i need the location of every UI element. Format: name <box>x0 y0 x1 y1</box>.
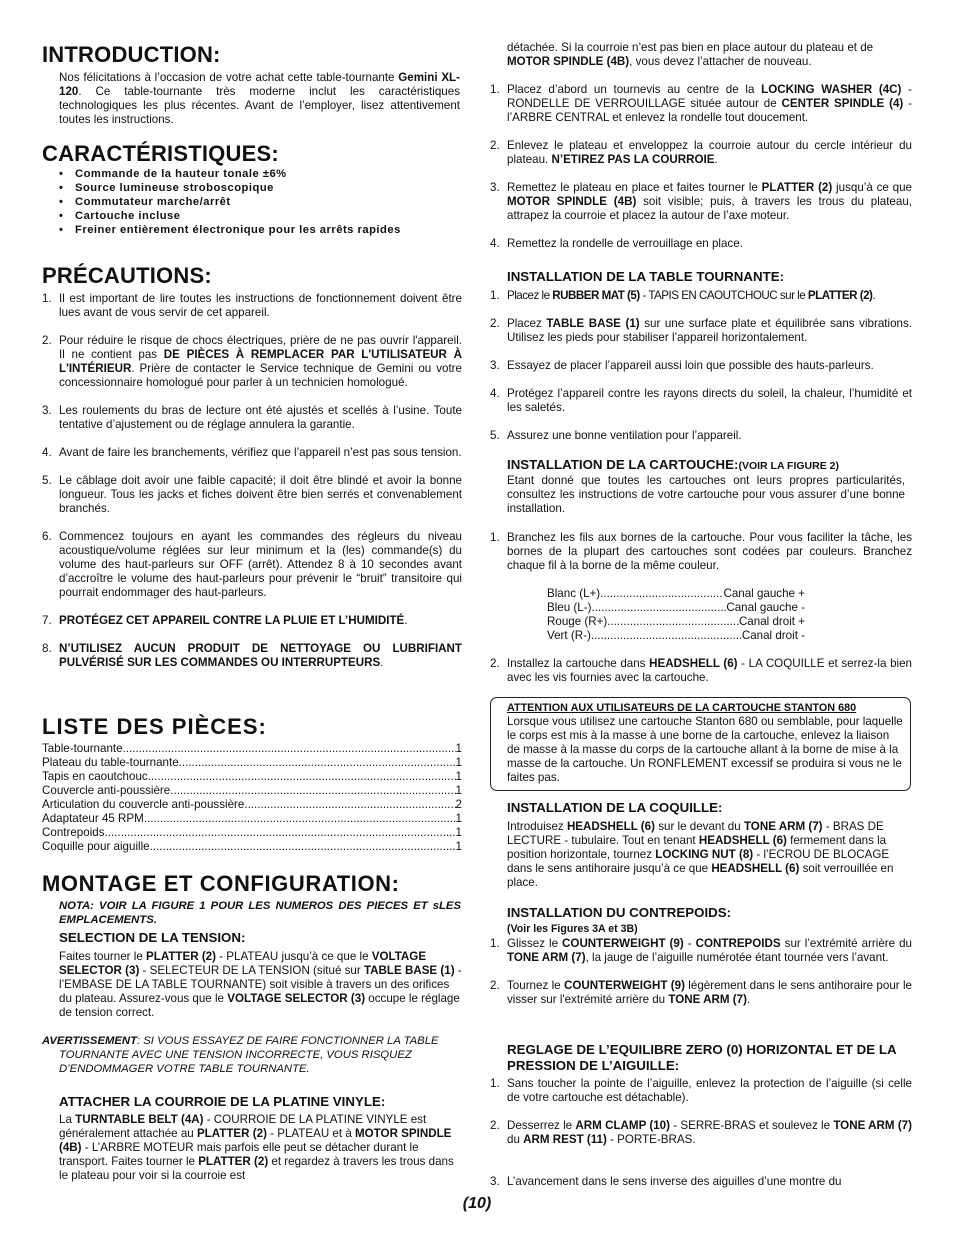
numbered-item <box>490 937 912 965</box>
item-number: 7. <box>42 614 52 627</box>
warning-paragraph <box>42 1034 467 1076</box>
wire-row <box>547 587 805 601</box>
numbered-item <box>42 334 462 390</box>
item-number: 2. <box>42 334 52 347</box>
numbered-item <box>490 1175 912 1189</box>
page-number: (10) <box>462 1195 492 1212</box>
part-row <box>42 812 462 826</box>
item-text: Glissez le COUNTERWEIGHT (9) - CONTREPOIDS sur l’extrémité arrière du TONE ARM (7), la jauge de l’aiguille numérotée étant tournée vers l’avant. <box>507 937 913 964</box>
install-title: INSTALLATION DE LA TABLE TOURNANTE: <box>507 269 784 284</box>
part-row-label: Couvercle anti-poussière <box>42 784 171 797</box>
item-number: 2. <box>490 317 500 330</box>
part-row <box>42 784 462 798</box>
item-text: Avant de faire les branchements, vérifiez que l’appareil n’est pas sous tension. <box>59 446 462 459</box>
feature-item: • Source lumineuse stroboscopique <box>59 181 469 195</box>
setup-note: NOTA: VOIR LA FIGURE 1 POUR LES NUMEROS DES PIECES ET sLES EMPLACEMENTS. <box>59 900 461 926</box>
feature-item: • Commande de la hauteur tonale ±6% <box>59 167 469 181</box>
part-row <box>42 798 462 812</box>
wire-row-value: Canal droit + <box>738 615 805 628</box>
wire-row-label: Vert (R-) <box>547 629 591 642</box>
feature-item: • Cartouche incluse <box>59 209 469 223</box>
counterweight-title: INSTALLATION DU CONTREPOIDS: <box>507 905 732 920</box>
parts-title: LISTE DES PIÈCES: <box>42 714 267 739</box>
counterweight-steps <box>490 937 912 1007</box>
leader-dots <box>123 742 456 756</box>
leader-dots <box>148 770 456 784</box>
wire-row-label: Bleu (L-) <box>547 601 592 614</box>
cart-title-text: INSTALLATION DE LA CARTOUCHE: <box>507 457 739 472</box>
numbered-item <box>490 83 912 125</box>
coquille-title: INSTALLATION DE LA COQUILLE: <box>507 800 723 815</box>
item-text: Assurez une bonne ventilation pour l’appareil. <box>507 429 742 442</box>
wire-row-value: Canal gauche - <box>726 601 805 614</box>
item-number: 3. <box>490 1175 500 1188</box>
numbered-item <box>490 359 912 373</box>
belt-paragraph: La TURNTABLE BELT (4A) - COURROIE DE LA PLATINE VINYLE est généralement attachée au PLATTER (2) - PLATEAU et à MOTOR SPINDLE (4B) - L’ARBRE MOTEUR mais parfois elle peut se détacher durant le transport. Faites tourner le PLATTER (2) et regardez à travers les trous dans le plateau pour voir si la courroie est <box>59 1113 454 1182</box>
item-text: Tournez le COUNTERWEIGHT (9) légèrement dans le sens antihoraire pour le visser sur l'extrémité arrière du TONE ARM (7). <box>507 979 912 1006</box>
part-row <box>42 742 462 756</box>
item-text: Le câblage doit avoir une faible capacité; il doit être blindé et avoir la bonne longueur. Tous les jacks et fiches doivent être bien serrés et convenablement branchés. <box>59 474 462 515</box>
item-text: Remettez le plateau en place et faites tourner le PLATTER (2) jusqu’à ce que MOTOR SPINDLE (4B) soit visible; puis, à travers les trous du plateau, attrapez la courroie et placez la autour de l’axe moteur. <box>507 181 913 222</box>
part-row-label: Plateau du table-tournante <box>42 756 179 769</box>
stanton-warning-text: Lorsque vous utilisez une cartouche Stanton 680 ou semblable, pour laquelle le corps est mis à la masse à une borne de la cartouche, enlevez la liaison de masse à la masse du corps de la cartouche allant à la borne de mise à la masse de la cartouche. Un RONFLEMENT excessif se produira si vous ne le faites pas. <box>507 715 903 784</box>
item-number: 4. <box>490 387 500 400</box>
part-row-value: 1 <box>455 756 462 769</box>
item-number: 1. <box>490 531 500 544</box>
precautions-list <box>42 292 462 670</box>
part-row-value: 2 <box>455 798 462 811</box>
setup-title: MONTAGE ET CONFIGURATION: <box>42 871 400 896</box>
parts-list <box>42 742 462 854</box>
wire-row-label: Blanc (L+) <box>547 587 601 600</box>
part-row-value: 1 <box>455 784 462 797</box>
item-number: 1. <box>490 289 500 302</box>
numbered-item <box>490 531 912 573</box>
features-list <box>59 167 469 237</box>
intro-paragraph: Nos félicitations à l’occasion de votre achat cette table-tournante Gemini XL-120. Ce table-tournante très moderne inclut les caractéristiques technologiques les plus récentes. Avant de l’employer, lisez attentivement toutes les instructions. <box>59 71 460 126</box>
leader-dots <box>591 601 726 615</box>
part-row-label: Table-tournante <box>42 742 123 755</box>
belt-title: ATTACHER LA COURROIE DE LA PLATINE VINYLE: <box>59 1094 386 1109</box>
install-steps <box>490 289 912 443</box>
item-number: 1. <box>490 1077 500 1090</box>
part-row-label: Contrepoids <box>42 826 105 839</box>
numbered-item <box>490 429 912 443</box>
item-text: Enlevez le plateau et enveloppez la courroie autour du cercle intérieur du plateau. N’ETIREZ PAS LA COURROIE. <box>507 139 912 166</box>
precautions-title: PRÉCAUTIONS: <box>42 263 212 288</box>
item-text: Protégez l’appareil contre les rayons directs du soleil, la chaleur, l’humidité et les saletés. <box>507 387 912 414</box>
wire-row <box>547 615 805 629</box>
numbered-item <box>42 530 462 600</box>
leader-dots <box>591 629 742 643</box>
numbered-item <box>42 474 462 516</box>
numbered-item <box>490 139 912 167</box>
leader-dots <box>600 587 723 601</box>
part-row-label: Tapis en caoutchouc <box>42 770 148 783</box>
part-row <box>42 826 462 840</box>
item-text: Placez d’abord un tournevis au centre de la LOCKING WASHER (4C) - RONDELLE DE VERROUILLAGE située autour de CENTER SPINDLE (4) - l’ARBRE CENTRAL et enlevez la rondelle tout doucement. <box>507 83 912 124</box>
cart-title <box>507 457 839 474</box>
wire-row-value: Canal gauche + <box>723 587 805 600</box>
item-text: Sans toucher la pointe de l’aiguille, enlevez la protection de l’aiguille (si celle de votre cartouche est détachable). <box>507 1077 912 1104</box>
numbered-item <box>42 446 462 460</box>
item-number: 2. <box>490 1119 500 1132</box>
item-text: Il est important de lire toutes les instructions de fonctionnement doivent être lues avant de vous servir de cet appareil. <box>59 292 462 319</box>
part-row-label: Coquille pour aiguille <box>42 840 150 853</box>
item-text: Les roulements du bras de lecture ont été ajustés et scellés à l’usine. Toute tentative d’ajustement ou de réglage annulera la garantie. <box>59 404 462 431</box>
item-text: N’UTILISEZ AUCUN PRODUIT DE NETTOYAGE OU LUBRIFIANT PULVÉRISÉ SUR LES COMMANDES OU INTERRUPTEURS. <box>59 642 462 669</box>
belt-steps <box>490 83 912 251</box>
stanton-warning-title: ATTENTION AUX UTILISATEURS DE LA CARTOUCHE STANTON 680 <box>507 702 857 714</box>
numbered-item <box>490 237 912 251</box>
item-text: Desserrez le ARM CLAMP (10) - SERRE-BRAS et soulevez le TONE ARM (7) du ARM REST (11) - PORTE-BRAS. <box>507 1119 912 1146</box>
coquille-paragraph: Introduisez HEADSHELL (6) sur le devant du TONE ARM (7) - BRAS DE LECTURE - tubulaire. Tout en tenant HEADSHELL (6) fermement dans la position horizontale, tournez LOCKING NUT (8) - l’ECROU DE BLOCAGE dans le sens antihoraire jusqu’à ce que HEADSHELL (6) soit verrouillée en place. <box>507 820 894 889</box>
wire-row <box>547 601 805 615</box>
numbered-item <box>42 404 462 432</box>
item-number: 2. <box>490 657 500 670</box>
numbered-item <box>490 1077 912 1105</box>
part-row-value: 1 <box>455 840 462 853</box>
part-row-value: 1 <box>455 742 462 755</box>
wire-row <box>547 629 805 643</box>
part-row <box>42 840 462 854</box>
tension-title: SELECTION DE LA TENSION: <box>59 930 246 945</box>
item-number: 2. <box>490 979 500 992</box>
leader-dots <box>144 812 456 826</box>
leader-dots <box>170 784 455 798</box>
item-number: 4. <box>490 237 500 250</box>
cart-step-1 <box>490 531 912 573</box>
item-number: 2. <box>490 139 500 152</box>
numbered-item <box>490 289 912 303</box>
features-title: CARACTÉRISTIQUES: <box>42 141 279 166</box>
item-number: 5. <box>490 429 500 442</box>
part-row-value: 1 <box>455 770 462 783</box>
leader-dots <box>150 840 456 854</box>
numbered-item <box>490 317 912 345</box>
part-row-value: 1 <box>455 812 462 825</box>
wire-table <box>547 587 805 643</box>
item-number: 3. <box>490 181 500 194</box>
item-text: L’avancement dans le sens inverse des aiguilles d’une montre du <box>507 1175 842 1188</box>
item-text: Placez le RUBBER MAT (5) - TAPIS EN CAOUTCHOUC sur le PLATTER (2). <box>507 289 876 302</box>
item-number: 5. <box>42 474 52 487</box>
numbered-item <box>490 979 912 1007</box>
item-text: Branchez les fils aux bornes de la cartouche. Pour vous faciliter la tâche, les bornes de la plupart des cartouches sont codées par couleurs. Branchez chaque fil à la borne de la même couleur. <box>507 531 912 572</box>
part-row <box>42 770 462 784</box>
numbered-item <box>490 181 912 223</box>
item-number: 1. <box>42 292 52 305</box>
item-number: 1. <box>490 937 500 950</box>
feature-item: • Commutateur marche/arrêt <box>59 195 469 209</box>
feature-item: • Freiner entièrement électronique pour les arrêts rapides <box>59 223 469 237</box>
numbered-item <box>490 657 912 685</box>
counterweight-figure-ref: (Voir les Figures 3A et 3B) <box>507 923 638 935</box>
warning-label: AVERTISSEMENT <box>42 1035 137 1047</box>
intro-title: INTRODUCTION: <box>42 42 221 67</box>
part-row-label: Adaptateur 45 RPM <box>42 812 144 825</box>
item-text: Pour réduire le risque de chocs électriques, prière de ne pas ouvrir l'appareil. Il ne contient pas DE PIÈCES À REMPLACER PAR L'UTILISATEUR À L'INTÉRIEUR. Prière de contacter le Service technique de Gemini ou votre concessionnaire homologué pour parler à un technicien homologué. <box>59 334 462 389</box>
numbered-item <box>42 614 462 628</box>
part-row-label: Articulation du couvercle anti-poussière <box>42 798 245 811</box>
part-row <box>42 756 462 770</box>
item-number: 3. <box>490 359 500 372</box>
warning-text: : SI VOUS ESSAYEZ DE FAIRE FONCTIONNER LA TABLE TOURNANTE AVEC UNE TENSION INCORRECTE, VOUS RISQUEZ D’ENDOMMAGER VOTRE TABLE TOURNANTE. <box>59 1035 439 1075</box>
item-number: 1. <box>490 83 500 96</box>
cart-step-2 <box>490 657 912 685</box>
item-text: Essayez de placer l’appareil aussi loin que possible des hauts-parleurs. <box>507 359 874 372</box>
item-number: 4. <box>42 446 52 459</box>
item-number: 6. <box>42 530 52 543</box>
wire-row-label: Rouge (R+) <box>547 615 608 628</box>
leader-dots <box>105 826 456 840</box>
numbered-item <box>490 1119 912 1147</box>
item-text: PROTÉGEZ CET APPAREIL CONTRE LA PLUIE ET L’HUMIDITÉ. <box>59 614 408 627</box>
item-text: Installez la cartouche dans HEADSHELL (6) - LA COQUILLE et serrez-la bien avec les vis fournies avec la cartouche. <box>507 657 912 684</box>
item-text: Commencez toujours en ayant les commandes des régleurs du niveau acoustique/volume réglées sur leur minimum et la (les) commande(s) du volume des haut-parleurs sur OFF (arrêt). Attendez 8 à 10 secondes avant d’accroître le volume des haut-parleurs pour prévenir le “bruit” transitoire qui pourrait endommager des haut-parleurs. <box>59 530 462 599</box>
part-row-value: 1 <box>455 826 462 839</box>
item-number: 3. <box>42 404 52 417</box>
leader-dots <box>607 615 739 629</box>
wire-row-value: Canal droit - <box>741 629 805 642</box>
tension-paragraph: Faites tourner le PLATTER (2) - PLATEAU jusqu’à ce que le VOLTAGE SELECTOR (3) - SELECTEUR DE LA TENSION (situé sur TABLE BASE (1) - l’EMBASE DE LA TABLE TOURNANTE) soit visible à travers un des orifices du plateau. Assurez-vous que le VOLTAGE SELECTOR (3) occupe le réglage de tension correct. <box>59 950 462 1019</box>
numbered-item <box>42 642 462 670</box>
numbered-item <box>42 292 462 320</box>
cart-intro: Etant donné que toutes les cartouches ont leurs propres particularités, consultez les instructions de votre cartouche pour vous assurer d’une bonne installation. <box>507 474 905 515</box>
stanton-warning-box <box>490 697 911 791</box>
zero-balance-steps <box>490 1077 912 1189</box>
belt-continued: détachée. Si la courroie n’est pas bien en place autour du plateau et de MOTOR SPINDLE (4B), vous devez l’attacher de nouveau. <box>507 41 874 68</box>
item-text: Placez TABLE BASE (1) sur une surface plate et équilibrée sans vibrations. Utilisez les pieds pour stabiliser l’appareil horizontalement. <box>507 317 912 344</box>
numbered-item <box>490 387 912 415</box>
leader-dots <box>244 798 455 812</box>
item-number: 8. <box>42 642 52 655</box>
cart-figure-ref: (VOIR LA FIGURE 2) <box>738 460 839 472</box>
leader-dots <box>179 756 456 770</box>
zero-balance-title: REGLAGE DE L’EQUILIBRE ZERO (0) HORIZONTAL ET DE LA PRESSION DE L’AIGUILLE: <box>507 1042 897 1073</box>
item-text: Remettez la rondelle de verrouillage en place. <box>507 237 743 250</box>
